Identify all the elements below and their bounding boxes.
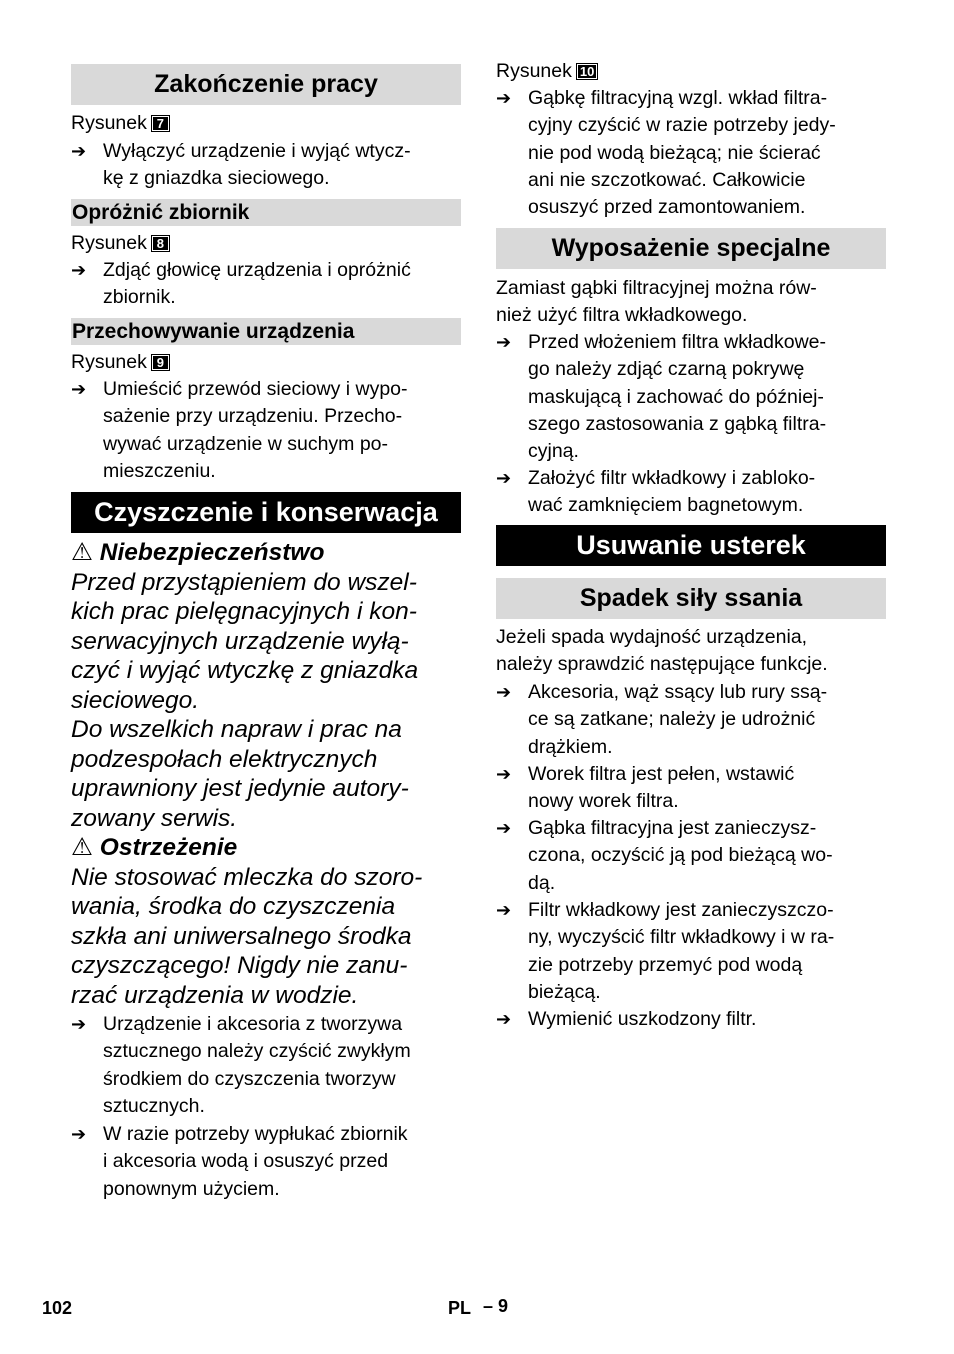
arrow-right-icon: ➔ (71, 141, 87, 161)
list-item (71, 1121, 461, 1203)
section-heading-wyposazenie-specjalne: Wyposażenie specjalne (496, 228, 886, 269)
list-item-text: Urządzenie i akcesoria z tworzywa sztucznego należy czyścić zwykłym środkiem do czyszczenia tworzyw sztucznych. (103, 1013, 411, 1117)
section-heading-usuwanie-usterek: Usuwanie usterek (496, 525, 886, 566)
list-item (71, 257, 461, 312)
list-item-text: Wyłączyć urządzenie i wyjąć wtycz- kę z gniazdka sieciowego. (103, 140, 411, 190)
arrow-right-icon: ➔ (71, 260, 87, 280)
arrow-right-icon: ➔ (496, 764, 512, 784)
arrow-right-icon: ➔ (496, 1009, 512, 1029)
list-item-text: Worek filtra jest pełen, wstawić nowy worek filtra. (528, 763, 795, 813)
list-item-text: Zdjąć głowicę urządzenia i opróżnić zbiornik. (103, 259, 411, 309)
list-item (496, 465, 886, 520)
list-item (496, 761, 886, 816)
figure-reference (71, 230, 170, 257)
figure-reference (496, 58, 598, 85)
list-item-text: Gąbkę filtracyjną wzgl. wkład filtra- cyjny czyścić w razie potrzeby jedy- nie pod wodą bieżącą; nie ścierać ani nie szczotkować. Całkowicie osuszyć przed zamontowaniem. (528, 87, 836, 219)
danger-notice (71, 538, 461, 1010)
arrow-right-icon: ➔ (71, 1124, 87, 1144)
page-reference: – 9 (483, 1296, 509, 1316)
intro-paragraph: Zamiast gąbki filtracyjnej można rów- nież użyć filtra wkładkowego. (496, 277, 817, 327)
warning-title: ⚠ Ostrzeżenie (71, 834, 238, 861)
figure-label: Rysunek (71, 112, 147, 134)
figure-reference (71, 110, 170, 137)
language-code: PL (448, 1298, 472, 1318)
list-item (496, 815, 886, 897)
subsection-heading-przechowywanie: Przechowywanie urządzenia (71, 318, 461, 345)
list-item (496, 1006, 886, 1033)
list-item (71, 376, 461, 485)
arrow-right-icon: ➔ (71, 1014, 87, 1034)
arrow-right-icon: ➔ (496, 332, 512, 352)
list-item-text: Założyć filtr wkładkowy i zabloko- wać zamknięciem bagnetowym. (528, 467, 816, 517)
figure-number: 7 (151, 115, 170, 132)
list-item (496, 679, 886, 761)
subsection-heading-oproznic-zbiornik: Opróżnić zbiornik (71, 199, 461, 226)
list-item-text: Umieścić przewód sieciowy i wypo- sażenie przy urządzeniu. Przecho- wywać urządzenie w suchym po- mieszczeniu. (103, 378, 408, 482)
figure-reference (71, 349, 170, 376)
arrow-right-icon: ➔ (496, 900, 512, 920)
list-item-text: Akcesoria, wąż ssący lub rury ssą- ce są zatkane; należy je udrożnić drążkiem. (528, 681, 828, 758)
page-number: 102 (42, 1298, 73, 1318)
figure-number: 10 (576, 63, 598, 80)
section-heading-czyszczenie: Czyszczenie i konserwacja (71, 492, 461, 533)
figure-label: Rysunek (496, 60, 572, 82)
list-item-text: Wymienić uszkodzony filtr. (528, 1008, 757, 1030)
list-item-text: Przed włożeniem filtra wkładkowe- go należy zdjąć czarną pokrywę maskującą i zachować do później- szego zastosowania z gąbką filtra- cyjną. (528, 331, 827, 463)
figure-number: 9 (151, 354, 170, 371)
figure-label: Rysunek (71, 351, 147, 373)
figure-number: 8 (151, 235, 170, 252)
list-item (496, 897, 886, 1006)
list-item-text: Filtr wkładkowy jest zanieczyszczo- ny, wyczyścić filtr wkładkowy i w ra- zie potrzeby przemyć pod wodą bieżącą. (528, 899, 835, 1003)
list-item-text: Gąbka filtracyjna jest zanieczysz- czona, oczyścić ją pod bieżącą wo- dą. (528, 817, 833, 894)
intro-paragraph: Jeżeli spada wydajność urządzenia, należy sprawdzić następujące funkcje. (496, 626, 828, 676)
section-heading-zakonczenie-pracy: Zakończenie pracy (71, 64, 461, 105)
list-item (71, 1011, 461, 1120)
arrow-right-icon: ➔ (496, 818, 512, 838)
arrow-right-icon: ➔ (496, 468, 512, 488)
section-heading-spadek-sily-ssania: Spadek siły ssania (496, 578, 886, 619)
figure-label: Rysunek (71, 232, 147, 254)
arrow-right-icon: ➔ (496, 682, 512, 702)
list-item-text: W razie potrzeby wypłukać zbiornik i akcesoria wodą i osuszyć przed ponownym użyciem. (103, 1123, 408, 1200)
arrow-right-icon: ➔ (71, 379, 87, 399)
danger-text: Przed przystąpieniem do wszel- kich prac pielęgnacyjnych i kon- serwacyjnych urządzenie wyłą- czyć i wyjąć wtyczkę z gniazdka sieciowego. Do wszelkich napraw i prac na podzespołach elektrycznych uprawniony jest jedynie autory- zowany serwis. (71, 568, 419, 832)
list-item (71, 138, 461, 193)
arrow-right-icon: ➔ (496, 88, 512, 108)
list-item (496, 329, 886, 465)
warning-text: Nie stosować mleczka do szoro- wania, środka do czyszczenia szkła ani uniwersalnego środka czyszczącego! Nigdy nie zanu- rzać urządzenia w wodzie. (71, 863, 423, 1009)
list-item (496, 85, 886, 221)
danger-title: ⚠ Niebezpieczeństwo (71, 539, 325, 566)
